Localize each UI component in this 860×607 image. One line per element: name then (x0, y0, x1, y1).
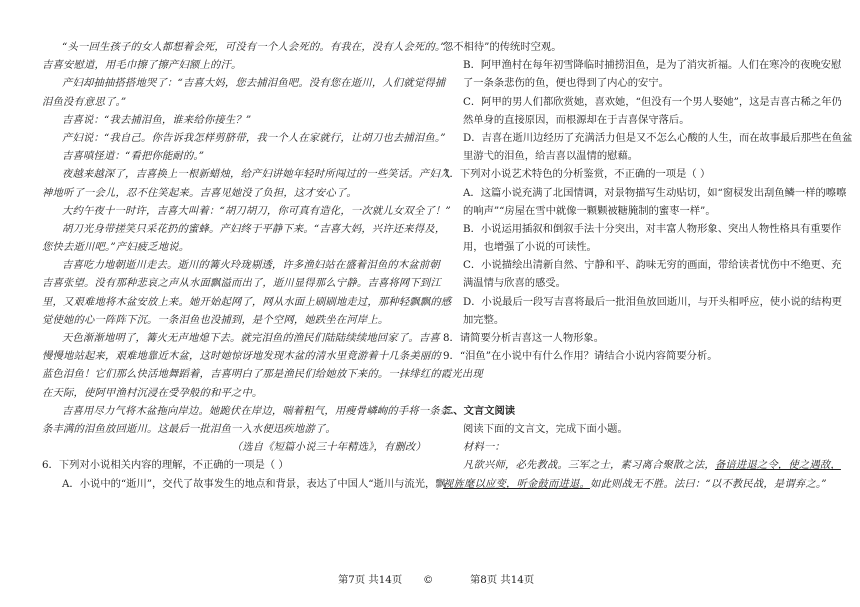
text-line: 了一条条悲伤的鱼，便也得到了内心的安宁。 (463, 77, 669, 90)
text-line: D．吉喜在逝川边经历了充满活力但是又不怎么心酸的人生，而在故事最后那些在鱼盆 (463, 131, 853, 144)
text-line: 满温情与欣喜的感受。 (463, 277, 566, 290)
page-footer (0, 572, 860, 588)
text-line: 凡欲兴师，必先教战。三军之士，素习离合聚散之法，备谙进退之令，使之遇敌， (463, 459, 841, 472)
text-line: 6．下列对小说相关内容的理解，不正确的一项是（ ） (42, 459, 289, 472)
text-line: 天色渐渐地明了，篝火无声地熄下去。就完泪鱼的渔民们陆陆续续地回家了。吉喜 (62, 332, 440, 344)
text-line: 大约午夜十一时许，吉喜大叫着：“胡刀胡刀，你可真有造化，一次就儿女双全了！” (62, 204, 451, 217)
text-line: 8．请简要分析吉喜这一人物形象。 (443, 332, 605, 344)
text-line: 吉喜说：“我去捕泪鱼，谁来给你接生？” (62, 113, 252, 126)
text-line: 胡刀光身带搓笑只采花扔的蜜蜂。产妇终于平静下来。“吉喜大妈，兴许还来得及， (62, 222, 446, 235)
text-line: 材料一： (463, 441, 505, 454)
text-line: 阅读下面的文言文，完成下面小题。 (463, 422, 628, 435)
text-line: 视旌麾以应变，听金鼓而进退。如此则战无不胜。法曰：“以不教民战，是谓弃之。” (443, 477, 827, 490)
text-line: 神地听了一会儿，忍不住笑起来。吉喜见她没了负担，这才安心了。 (42, 186, 357, 199)
text-line: 在天际，使阿甲渔村沉浸在受孕般的和平之中。 (42, 386, 263, 399)
text-line: A．这篇小说充满了北国情调，对景物描写生动贴切，如“窗棂发出刮鱼鳞一样的嚓嚓 (463, 186, 847, 199)
text-line: 觉使她的心一阵阵下沉。一条泪鱼也没捕到，是个空网，她跌坐在河岸上。 (42, 313, 389, 326)
text-line: 加完整。 (463, 313, 505, 326)
text-line: 泪鱼没有意思了。” (42, 95, 127, 108)
text-line: 用，也增强了小说的可读性。 (463, 241, 597, 254)
text-line: B．小说运用插叙和倒叙手法十分突出，对丰富人物形象、突出人物性格具有重要作 (463, 222, 842, 235)
underlined-phrase: 备谙进退之令，使之遇敌， (714, 459, 841, 472)
text-line: 蓝色泪鱼！它们那么快活地舞蹈着，吉喜明白了那是渔民们给她放下来的。一抹绯红的霞光出现 (42, 368, 483, 381)
section-heading: 二、文言文阅读 (443, 404, 516, 417)
text-line: 产妇说：“我自己。你告诉我怎样剪脐带，我一个人在家就行，让胡刀也去捕泪鱼。” (62, 131, 446, 144)
right-page-number: 第8页 共14页 (470, 574, 535, 586)
text-line: 产妇却抽抽搭搭地哭了：“吉喜大妈，您去捕泪鱼吧。没有您在逝川，人们就觉得捕 (62, 77, 446, 90)
text-line: 吉喜安慰道，用毛巾擦了擦产妇额上的汗。 (42, 59, 242, 72)
right-column (443, 38, 853, 493)
text-line: 里，又艰难地将木盆安放上来。她开始起网了，网从水面上刷刷地走过，那种轻飘飘的感 (42, 295, 452, 308)
text-line: 里游弋的泪鱼，给吉喜以温情的慰藉。 (463, 150, 639, 163)
text-line: D．小说最后一段写吉喜将最后一批泪鱼放回逝川，与开头相呼应，使小说的结构更 (463, 295, 842, 308)
text-line: 忽不相待”的传统时空观。 (443, 41, 562, 53)
text-line: B．阿甲渔村在每年初雪降临时捕捞泪鱼，是为了消灾祈福。人们在寒冷的夜晚安慰 (463, 59, 842, 72)
text-line: 然单身的直接原因，而根源却在于吉喜保守落后。 (463, 113, 690, 126)
text-line (443, 384, 833, 402)
text-line: 夜越来越深了，吉喜换上一根新蜡烛，给产妇讲她年轻时所闯过的一些笑话。产妇入 (62, 168, 451, 181)
text-line (443, 365, 833, 383)
left-page-number: 第7页 共14页 (338, 574, 403, 586)
text-line: A．小说中的“逝川”，交代了故事发生的地点和背景，表达了中国人“逝川与流光，飘 (62, 477, 446, 490)
text-line: C．阿甲的男人们都欣赏她，喜欢她，“但没有一个男人娶她”，这是吉喜古稀之年仍 (463, 95, 842, 108)
text-line: 慢慢地站起来，艰难地靠近木盆，这时她惊讶地发现木盆的清水里竟游着十几条美丽的 (42, 350, 441, 363)
text-line: “头一回生孩子的女人都想着会死，可没有一个人会死的。有我在，没有人会死的。” (62, 41, 446, 53)
text-line: C．小说描绘出清新自然、宁静和平、韵味无穷的画面，带给读者忧伤中不绝更、充 (463, 259, 842, 272)
text-line: 吉喜用尽力气将木盆拖向岸边。她跪伏在岸边，喘着粗气，用瘦骨嶙峋的手将一条条 (62, 404, 451, 417)
text-line: 的响声”“房屋在雪中就像一颗颗被糖腌制的蜜枣一样”。 (463, 204, 716, 217)
text-line: 吉喜嗔怪道：“看把你能耐的。” (62, 150, 205, 163)
text-line: 吉喜张望。没有那种悲哀之声从水面飘溢而出了，逝川显得那么宁静。吉喜将网下到江 (42, 277, 441, 290)
underlined-phrase: 视旌麾以应变，听金鼓而进退。 (443, 477, 590, 490)
copyright-symbol: © (423, 574, 434, 586)
text-line: 7．下列对小说艺术特色的分析鉴赏，不正确的一项是（ ） (443, 168, 711, 181)
text-line: （选自《短篇小说三十年精选》，有删改） (231, 441, 426, 454)
text-line: 条丰满的泪鱼放回逝川。这最后一批泪鱼一入水便迅疾地游了。 (42, 422, 336, 435)
text-line: 您快去逝川吧。”产妇疲乏地说。 (42, 241, 190, 254)
text-line: 吉喜吃力地朝逝川走去。逝川的篝火玲珑剔透，许多渔妇站在盛着泪鱼的木盆前朝 (62, 259, 440, 272)
text-line: 9．“泪鱼”在小说中有什么作用？请结合小说内容简要分析。 (443, 350, 718, 363)
